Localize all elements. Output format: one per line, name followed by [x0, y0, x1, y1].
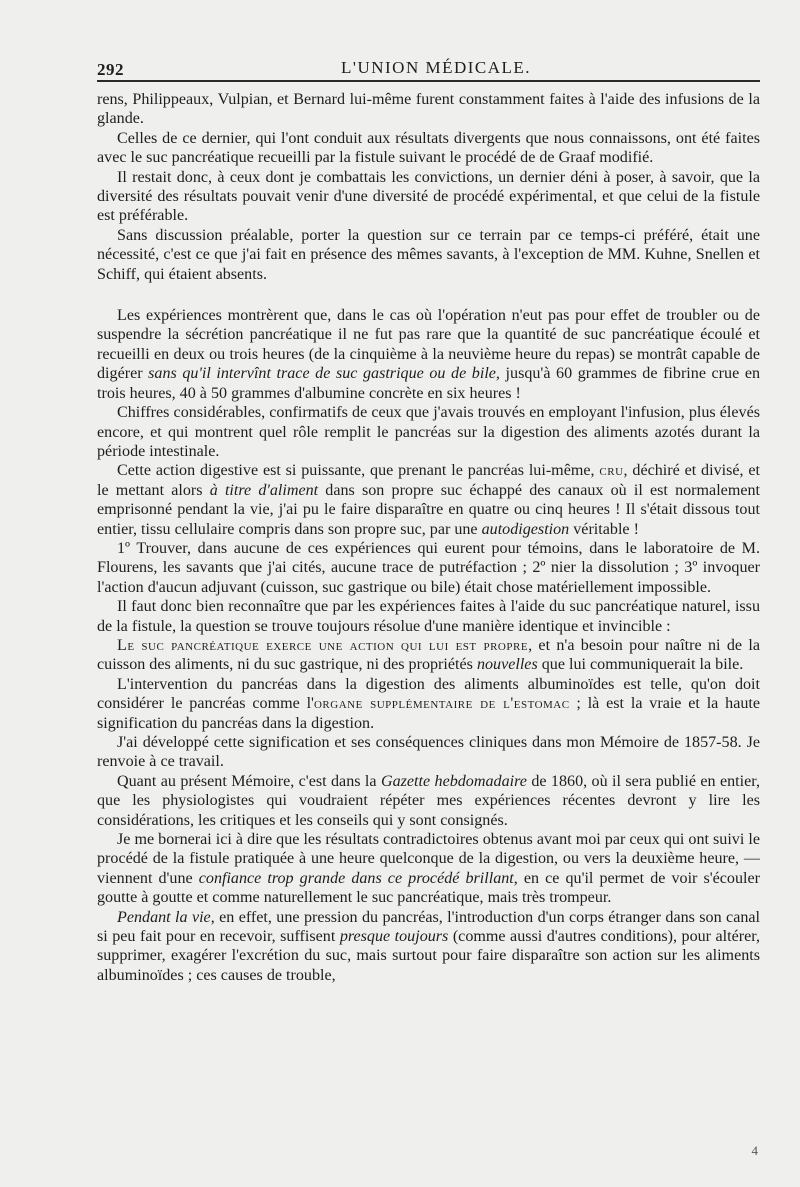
paragraph-14	[97, 830, 760, 908]
header-rule	[97, 80, 760, 82]
p7-emphasis-2: autodigestion	[481, 520, 570, 538]
p10-text-b: que lui communiquerait la bile.	[537, 656, 744, 674]
p13-text-b: de 1860, où il sera publié en entier, que les physiologistes qui voudraient répéter mes expériences récentes devront y lire les considérations, les critiques et les conseils qui y sont consignés.	[97, 772, 760, 829]
p5-emphasis: sans qu'il intervînt trace de suc gastrique ou de bile,	[148, 365, 500, 383]
paragraph-4: Sans discussion préalable, porter la question sur ce terrain par ce temps-ci préféré, était une nécessité, c'est ce que j'ai fait en présence des mêmes savants, à l'exception de MM. Kuhne, Snellen et Schiff, qui étaient absents.	[97, 226, 760, 283]
p7-smallcaps: cru	[599, 462, 624, 480]
p15-emphasis-2: presque toujours	[339, 928, 449, 946]
paragraph-12: J'ai développé cette signification et ses conséquences cliniques dans mon Mémoire de 1857-58. Je renvoie à ce travail.	[97, 734, 760, 771]
p13-emphasis: Gazette hebdomadaire	[380, 772, 527, 790]
p7-text-a: Cette action digestive est si puissante, que prenant le pancréas lui-même,	[117, 462, 600, 480]
p5-text-a: Les expériences montrèrent que, dans le cas où l'opération n'eut pas pour effet de troubler ou de suspendre la sécrétion pancréatique il ne fut pas rare que la quantité de suc pancréatique écoulé et recueilli en deux ou trois heures (de la cinquième à la neuvième heure du repas) se montrât capable de digérer	[97, 307, 760, 383]
p7-text-c: dans son propre suc échappé des canaux où il est normalement emprisonné pendant la vie, j'ai pu le faire disparaître en quatre ou cinq heures ! Il s'était dissous tout entier, tissu cellulaire compris dans son propre suc, par une	[97, 481, 760, 538]
p14-text-b: , en ce qu'il permet de voir s'écouler goutte à goutte et comme naturellement le suc pancréatique, mais très trompeur.	[97, 869, 760, 907]
page-number: 292	[97, 60, 124, 79]
text-block-2	[97, 306, 760, 985]
p7-text-d: véritable !	[569, 520, 639, 538]
p15-text-b: (comme aussi d'autres conditions), pour altérer, supprimer, exagérer l'excrétion du suc, mais surtout pour faire disparaître son action sur les aliments albuminoïdes ; ces causes de trouble,	[97, 928, 760, 984]
paragraph-3: Il restait donc, à ceux dont je combattais les convictions, un dernier déni à poser, à savoir, que la diversité des résultats pouvait venir d'une diversité de procédé expérimental, et que celui de la fistule est préférable.	[97, 168, 760, 225]
p15-emphasis-1: Pendant la vie	[117, 908, 211, 926]
paragraph-5	[97, 306, 760, 403]
p13-text-a: Quant au présent Mémoire, c'est dans la	[117, 772, 381, 790]
p10-text-a: , et n'a besoin pour naître ni de la cuisson des aliments, ni du suc gastrique, ni des propriétés	[97, 636, 760, 674]
paragraph-11	[97, 675, 760, 733]
p11-text-b: ; là est la vraie et la haute signification du pancréas dans la digestion.	[97, 695, 760, 732]
journal-title: L'UNION MÉDICALE.	[341, 58, 532, 77]
p10-smallcaps: Le suc pancréatique exerce une action qui lui est propre	[117, 636, 529, 654]
p5-text-b: jusqu'à 60 grammes de fibrine crue en trois heures, 40 à 50 grammes d'albumine concrète en six heures !	[97, 365, 761, 402]
running-head	[97, 50, 760, 80]
p11-text-a: L'intervention du pancréas dans la digestion des aliments albuminoïdes est telle, qu'on doit considérer le pancréas comme l'	[97, 675, 760, 713]
paragraph-1: rens, Philippeaux, Vulpian, et Bernard lui-même furent constamment faites à l'aide des infusions de la glande.	[97, 91, 760, 128]
paragraph-13	[97, 772, 760, 830]
text-block-1	[97, 90, 760, 284]
p11-smallcaps: organe supplémentaire de l'estomac	[313, 695, 570, 713]
paragraph-8: 1º Trouver, dans aucune de ces expériences qui eurent pour témoins, dans le laboratoire de M. Flourens, les savants que j'ai cités, aucune trace de putréfaction ; 2º nier la dissolution ; 3º invoquer l'action d'aucun adjuvant (cuisson, suc gastrique ou bile) était chose matériellement impossible.	[97, 539, 760, 596]
paragraph-10	[97, 636, 760, 675]
p10-emphasis: nouvelles	[476, 656, 538, 674]
p7-emphasis-1: à titre d'aliment	[209, 481, 319, 499]
p7-text-b: , déchiré et divisé, et le mettant alors	[97, 462, 760, 499]
paragraph-7	[97, 461, 760, 539]
paragraph-2: Celles de ce dernier, qui l'ont conduit aux résultats divergents que nous connaissons, ont été faites avec le suc pancréatique recueilli par la fistule suivant le procédé de de Graaf modifié.	[97, 129, 760, 167]
paragraph-9: Il faut donc bien reconnaître que par les expériences faites à l'aide du suc pancréatique naturel, issu de la fistule, la question se trouve toujours résolue d'une manière identique et invincible :	[97, 598, 760, 635]
paragraph-15	[97, 908, 760, 986]
p14-text-a: Je me bornerai ici à dire que les résultats contradictoires obtenus avant moi par ceux qui ont suivi le procédé de la fistule pratiquée à une heure quelconque de la digestion, ou vers la deuxième heure, — viennent d'une	[97, 831, 760, 887]
footer-mark: 4	[751, 1143, 758, 1158]
p14-emphasis: confiance trop grande dans ce procédé brillant	[198, 869, 514, 887]
p15-text-a: , en effet, une pression du pancréas, l'introduction d'un corps étranger dans son canal si peu fait pour en recevoir, suffisent	[97, 908, 760, 946]
paragraph-6: Chiffres considérables, confirmatifs de ceux que j'avais trouvés en employant l'infusion, plus élevés encore, et qui montrent quel rôle remplit le pancréas sur la digestion des aliments azotés durant la période intestinale.	[97, 404, 760, 460]
section-break	[97, 284, 760, 306]
